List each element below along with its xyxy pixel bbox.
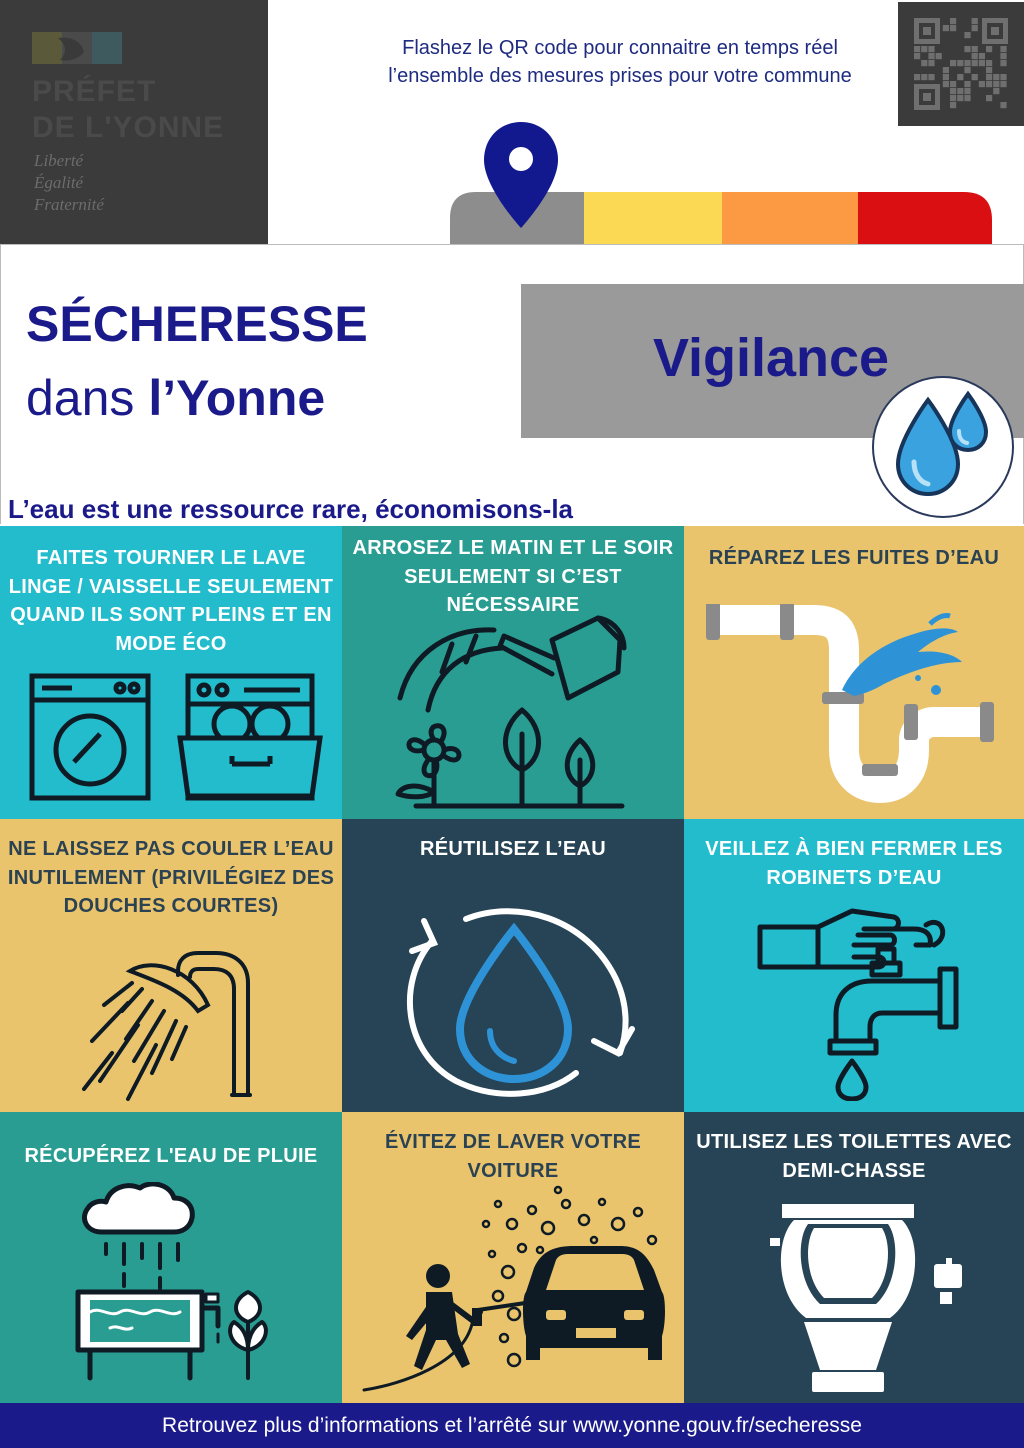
water-drops-badge (872, 376, 1014, 518)
qr-caption-line-1: Flashez le QR code pour connaitre en temps réel (402, 37, 838, 59)
tip-tile-appliances (0, 526, 342, 819)
tap-icon (754, 905, 974, 1101)
motto-liberte: Liberté (34, 151, 84, 170)
rain-collector-icon (70, 1182, 290, 1394)
washing-machine-dishwasher-icon (22, 672, 328, 804)
tip-tile-taps (684, 819, 1024, 1112)
qr-caption (320, 34, 920, 90)
tip-text: UTILISEZ LES TOILETTES AVEC DEMI-CHASSE (696, 1131, 1012, 1182)
subtitle-prefix: dans (26, 370, 149, 426)
water-drops-icon (874, 378, 1012, 516)
page-subtitle (26, 370, 325, 426)
tip-text: RÉUTILISEZ L’EAU (420, 838, 606, 860)
gauge-segment-red (858, 192, 992, 244)
toilet-icon (764, 1200, 964, 1396)
qr-code-icon (898, 2, 1024, 126)
tip-tile-rain (0, 1112, 342, 1403)
prefecture-name-line-2: DE L'YONNE (32, 111, 225, 144)
motto-fraternite: Fraternité (34, 195, 104, 214)
tip-tile-watering (342, 526, 684, 819)
footer-link[interactable]: Retrouvez plus d’informations et l’arrêté sur www.yonne.gouv.fr/secheresse (0, 1403, 1024, 1448)
tip-tile-toilet (684, 1112, 1024, 1403)
car-wash-icon (362, 1184, 672, 1396)
marianne-logo-icon (32, 32, 122, 64)
tip-text: ÉVITEZ DE LAVER VOTRE VOITURE (385, 1131, 641, 1182)
watering-can-icon (392, 610, 632, 810)
tip-text: ARROSEZ LE MATIN ET LE SOIR SEULEMENT SI C’EST NÉCESSAIRE (352, 537, 674, 616)
tagline: L’eau est une ressource rare, économisons-la (8, 494, 574, 524)
tip-text: RÉCUPÉREZ L'EAU DE PLUIE (24, 1145, 318, 1167)
qr-code[interactable] (898, 2, 1024, 126)
alert-level-label: Vigilance (652, 328, 890, 388)
qr-caption-line-2: l’ensemble des mesures prises pour votre commune (388, 65, 852, 87)
recycle-water-icon (396, 903, 636, 1103)
tip-tile-reuse (342, 819, 684, 1112)
page-title: SÉCHERESSE (26, 296, 368, 352)
prefecture-name-line-1: PRÉFET (32, 75, 157, 108)
shower-icon (72, 949, 272, 1109)
tip-tile-car (342, 1112, 684, 1403)
subtitle-region: l’Yonne (148, 370, 326, 426)
tip-text: NE LAISSEZ PAS COULER L’EAU INUTILEMENT (PRIVILÉGIEZ DES DOUCHES COURTES) (7, 838, 335, 917)
leaking-pipe-icon (704, 604, 1004, 810)
tip-text: VEILLEZ À BIEN FERMER LES ROBINETS D’EAU (705, 838, 1003, 889)
motto-egalite: Égalité (34, 173, 84, 192)
tip-text: RÉPAREZ LES FUITES D’EAU (708, 547, 1000, 569)
tip-text: FAITES TOURNER LE LAVE LINGE / VAISSELLE SEULEMENT QUAND ILS SONT PLEINS ET EN MODE ÉCO (8, 547, 334, 655)
gauge-segment-orange (722, 192, 858, 244)
tips-grid (0, 526, 1024, 1403)
tip-tile-shower (0, 819, 342, 1112)
tip-tile-leaks (684, 526, 1024, 819)
gauge-segment-yellow (584, 192, 722, 244)
alert-level-gauge (0, 110, 1024, 246)
